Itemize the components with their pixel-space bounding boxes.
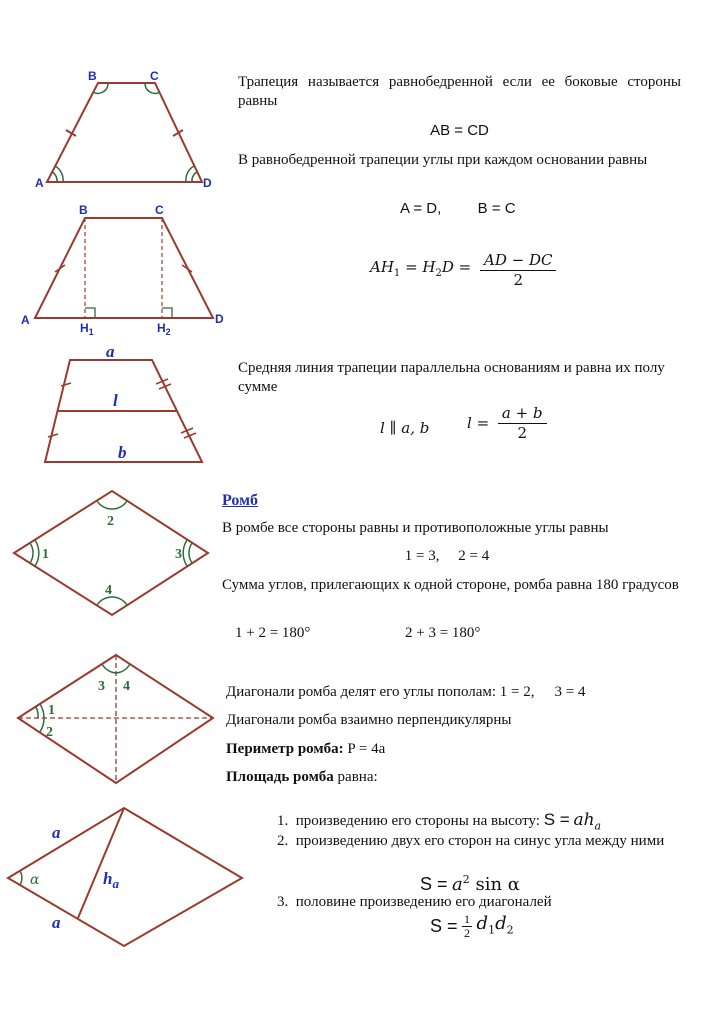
area-text: Площадь ромба равна:: [226, 769, 378, 785]
vertex-label-D: D: [203, 176, 212, 190]
vertex-label-A: A: [35, 176, 44, 190]
formula-parallel: l ∥ a, b: [380, 419, 430, 437]
eq-sum-2-3: 2 + 3 = 180°: [405, 625, 481, 641]
formula-half-diagonals: S = $\frac{1}{2}$ $d_1d_2$: [430, 912, 514, 940]
foot-label-H2: $H_2$: [157, 321, 171, 337]
vertex-label-B: B: [88, 69, 97, 83]
eq-sum-1-2: 1 + 2 = 180°: [235, 625, 311, 641]
area-item-3: 3. половине произведению его диагоналей: [277, 894, 552, 910]
angle-label-3: 3: [175, 547, 182, 562]
midline-text: Средняя линия трапеции параллельна основаниям и равна их полу сумме: [238, 360, 665, 395]
frac-num-ad-dc: AD − DC: [480, 251, 556, 271]
diagonals-perpendicular-text: Диагонали ромба взаимно перпендикулярны: [226, 712, 512, 728]
rhombus-sides-text: В ромбе все стороны равны и противоположные углы равны: [222, 520, 609, 536]
angle-label-4b: 4: [123, 679, 130, 694]
eq-ab-cd: AB = CD: [430, 122, 489, 139]
side-label-a-bottom: a: [52, 913, 61, 932]
angle-label-1: 1: [42, 547, 49, 562]
isosceles-angles-property: В равнобедренной трапеции углы при каждом основании равны: [238, 152, 648, 168]
label-b-base: b: [118, 443, 127, 462]
vertex-label-B2: B: [79, 203, 88, 217]
isosceles-definition: Трапеция называется равнобедренной если ее боковые стороны равны: [238, 74, 681, 109]
formula-midline: l = $\frac{a + b}{2}$: [467, 404, 547, 443]
perimeter-text: Периметр ромба: P = 4a: [226, 741, 386, 757]
formula-a2-sin: $S = a^2$ sin α: [420, 873, 520, 895]
formula-ah1: $AH_1 = H_2D$ = $\frac{AD - DC}{2}$: [370, 251, 556, 290]
angle-label-alpha: α: [30, 872, 40, 888]
area-item-1: 1. произведению его стороны на высоту: $S = ah_a$: [277, 810, 602, 833]
rhombus-sum-text: Сумма углов, прилегающих к одной стороне, ромба равна 180 градусов: [222, 577, 679, 593]
foot-label-H1: $H_1$: [80, 321, 94, 337]
eq-angles: [400, 199, 516, 218]
vertex-label-A2: A: [21, 313, 30, 327]
angle-label-4: 4: [105, 583, 112, 598]
area-item-2: 2. произведению двух его сторон на синус угла между ними: [277, 833, 665, 849]
angle-label-2b: 2: [46, 725, 53, 740]
diagonals-bisect-text: Диагонали ромба делят его углы пополам: 1 = 2, 3 = 4: [226, 684, 586, 700]
height-label-ha: $h_a$: [103, 869, 119, 891]
label-a-base: a: [106, 342, 115, 361]
eq-b-c: B = C: [477, 200, 516, 217]
angle-label-3b: 3: [98, 679, 105, 694]
frac-den-2: 2: [513, 271, 524, 289]
vertex-label-D2: D: [215, 312, 224, 326]
side-label-a-top: a: [52, 823, 61, 842]
angle-label-1b: 1: [48, 703, 55, 718]
rhombus-heading: Ромб: [222, 492, 258, 509]
eq-angles-equal: 1 = 3, 2 = 4: [404, 548, 490, 564]
label-l-midline: l: [113, 391, 118, 410]
angle-label-2: 2: [107, 514, 114, 529]
vertex-label-C2: C: [155, 203, 164, 217]
eq-a-d: A = D,: [400, 200, 442, 217]
vertex-label-C: C: [150, 69, 159, 83]
